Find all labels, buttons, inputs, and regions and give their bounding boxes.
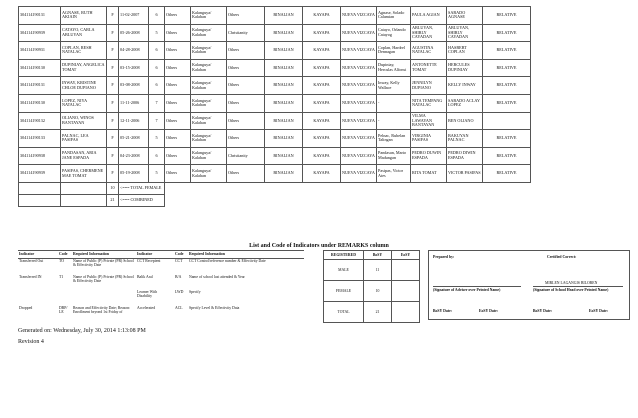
cell-mother: AGUSTINA NATALAC [411,42,447,60]
cell-age: 7 [149,94,165,112]
legend-cell [58,290,72,306]
legend-header-cell: Indicator [18,251,58,259]
cell-birthdate: 03-08-2008 [119,77,149,95]
revision-label: Revision 4 [18,339,44,345]
legend-cell: TO [59,259,64,263]
cell-province: NUEVA VIZCAYA [341,59,377,77]
cell-religion: Others [165,77,191,95]
cell-birthdate: 04-23-2008 [119,147,149,165]
cell-father: Pandasan, Mario Madungan [377,147,411,165]
head-signature-caption: (Signature of School Head over Printed Name) [533,288,609,292]
cell-father: Catayo, Orlando Catayog [377,24,411,42]
cell-lrn: 304114190131 [19,7,61,25]
legend-cell: Transferred IN [19,274,42,279]
cell-lrn: 304114190130 [19,59,61,77]
total-spacer [61,182,107,194]
legend-header-cell: Required Information [188,251,304,259]
cell-relationship: RELATIVE [483,165,531,183]
cell-mother: ABLUYAN, SHIRLY CAYADAN [411,24,447,42]
legend-cell: CCT [175,259,183,263]
cell-relationship: RELATIVE [483,59,531,77]
cell-mother-tongue: Kalanguya/ Kalahan [191,77,227,95]
cell-municipality: KAYAPA [303,42,341,60]
cell-name: LOPEZ, NIYA NATALAC [61,94,107,112]
cell-sex: F [107,7,119,25]
cell-relationship: RELATIVE [483,7,531,25]
cell-father: - [377,112,411,130]
cell-mother-tongue: Kalanguya/ Kalahan [191,165,227,183]
cell-relationship: RELATIVE [483,130,531,148]
cell-province: NUEVA VIZCAYA [341,130,377,148]
cell-name: OLIANO, WINOS BANTAYAN [61,112,107,130]
cell-mother: JENNILYN DUPIANO [411,77,447,95]
cell-sex: F [107,77,119,95]
legend-cell: Balik Aral [137,274,153,279]
cell-guardian: SABADO ACLAY LOPEZ [447,94,483,112]
cell-municipality: KAYAPA [303,112,341,130]
adviser-signature-caption: (Signature of Adviser over Printed Name) [433,288,501,292]
cell-lrn: 304114190132 [19,112,61,130]
generated-timestamp: Generated on: Wednesday, July 30, 2014 1:13:08 PM [18,328,146,334]
summary-eosy [392,260,420,281]
legend-cell: Name of school last attended & Year [189,274,245,279]
summary-row [324,260,420,281]
cell-age: 6 [149,147,165,165]
cell-mother: RITA TOMAT [411,165,447,183]
cell-ethnic: Christianity [227,147,265,165]
total-row [19,182,531,194]
legend-cell: B/A [175,274,182,279]
cell-age: 6 [149,42,165,60]
cell-age: 6 [149,77,165,95]
cell-birthdate: 05-21-2008 [119,130,149,148]
cell-guardian: KELLY INWAY [447,77,483,95]
cell-province: NUEVA VIZCAYA [341,77,377,95]
cell-guardian: BAKUYAN PALNAC [447,130,483,148]
adviser-bosy-date: BoSY Date: [433,309,452,313]
legend-header-cell: Code [174,251,188,259]
cell-barangay: BINALIAN [265,24,303,42]
cell-sex: F [107,42,119,60]
legend-header-row [18,251,304,259]
summary-header-cell: REGISTERED [324,251,364,260]
cell-ethnic: Others [227,42,265,60]
cell-name: DUPINIAY, ANGELICA TOMAT [61,59,107,77]
cell-birthdate: 12-11-2006 [119,112,149,130]
adviser-eosy-date: EoSY Date: [479,309,498,313]
cell-father: Coplan, Hardrel Dennagan [377,42,411,60]
cell-sex: F [107,165,119,183]
legend-cell [72,290,136,306]
total-label: <=== COMBINED [119,194,165,206]
cell-father: Agnase, Solado Calamian [377,7,411,25]
cell-mother-tongue: Kalanguya/ Kalahan [191,112,227,130]
cell-age: 6 [149,7,165,25]
cell-mother-tongue: Kalanguya/ Kalahan [191,130,227,148]
cell-father: Pelnac, Rubelan Talingan [377,130,411,148]
cell-barangay: BINALIAN [265,94,303,112]
school-head-name: MIRLEN LAGANGIS BILOREN [545,281,598,285]
cell-birthdate: 11-02-2007 [119,7,149,25]
cell-relationship [483,112,531,130]
cell-religion: Others [165,42,191,60]
legend-cell: Name of Public (P) Private (PR) School & Effectivity Date [73,259,134,268]
table-row [19,24,531,42]
cell-mother-tongue: Kalanguya/ Kalahan [191,24,227,42]
legend-header-cell: Indicator [136,251,174,259]
cell-father: Inway, Kelly Wallace [377,77,411,95]
cell-age: 7 [149,112,165,130]
cell-barangay: BINALIAN [265,112,303,130]
cell-ethnic: Others [227,77,265,95]
table-row [19,77,531,95]
legend-cell: Name of Public (P) Private (PR) School & Effectivity Date [73,274,134,283]
cell-province: NUEVA VIZCAYA [341,7,377,25]
cell-province: NUEVA VIZCAYA [341,112,377,130]
legend-cell [18,290,58,306]
cell-mother-tongue: Kalanguya/ Kalahan [191,94,227,112]
summary-header-cell: EoSY [392,251,420,260]
cell-guardian: HERCULES DUPINIAY [447,59,483,77]
legend-cell: T1 [59,274,64,279]
legend-cell: CCT Recepient [137,259,161,263]
cell-mother: PAULA AGIAN [411,7,447,25]
cell-age: 6 [149,59,165,77]
adviser-signature-line [433,286,521,287]
table-row [19,7,531,25]
cell-barangay: BINALIAN [265,7,303,25]
cell-lrn: 304114190938 [19,147,61,165]
cell-religion: Others [165,147,191,165]
cell-ethnic: Others [227,165,265,183]
cell-name: PANDASAN, ARIA JANE ESPADA [61,147,107,165]
cell-ethnic: Others [227,112,265,130]
summary-row [324,281,420,302]
cell-relationship: RELATIVE [483,24,531,42]
legend-cell: CCT Control/reference number & Effectivity Date [189,259,266,263]
cell-ethnic: Christianity [227,24,265,42]
cell-province: NUEVA VIZCAYA [341,165,377,183]
cell-mother-tongue: Kalanguya/ Kalahan [191,7,227,25]
cell-barangay: BINALIAN [265,59,303,77]
summary-bosy: 10 [364,281,392,302]
cell-sex: F [107,59,119,77]
cell-barangay: BINALIAN [265,165,303,183]
cell-lrn: 304114190131 [19,77,61,95]
cell-municipality: KAYAPA [303,77,341,95]
cell-ethnic: Others [227,94,265,112]
cell-sex: F [107,112,119,130]
cell-religion: Others [165,130,191,148]
cell-ethnic: Others [227,7,265,25]
cell-barangay: BINALIAN [265,42,303,60]
cell-lrn: 304114190130 [19,94,61,112]
legend-row [18,259,304,275]
cell-guardian: SABADO AGNASE [447,7,483,25]
head-signature-line [533,286,623,287]
legend-cell: ACL [175,305,183,310]
total-spacer [19,194,61,206]
cell-birthdate: 05-19-2008 [119,165,149,183]
cell-mother: ANTONETTE TOMAT [411,59,447,77]
legend-cell: Specify Level & Effectivity Data [189,305,240,310]
certified-correct-label: Certified Correct: [547,255,577,259]
legend-cell: Accelerated [137,305,156,310]
cell-relationship: RELATIVE [483,147,531,165]
cell-municipality: KAYAPA [303,59,341,77]
cell-ethnic: Others [227,130,265,148]
cell-municipality: KAYAPA [303,147,341,165]
total-count: 21 [107,194,119,206]
cell-religion: Others [165,59,191,77]
cell-province: NUEVA VIZCAYA [341,42,377,60]
summary-label: FEMALE [324,281,364,302]
cell-sex: F [107,94,119,112]
summary-eosy [392,302,420,323]
cell-guardian: ABLUYAN, SHIRLY CAYADAN [447,24,483,42]
head-bosy-date: BoSY Date: [533,309,552,313]
summary-header-row [324,251,420,260]
legend-cell: Learner With Disability [137,290,158,299]
legend-row [18,275,304,291]
cell-guardian: BEN OLIANO [447,112,483,130]
legend-cell: Transferred Out [19,259,44,263]
cell-birthdate: 11-11-2006 [119,94,149,112]
cell-mother: NITA TEMPANG NATALAC [411,94,447,112]
cell-father: Pasipas, Victor Ates [377,165,411,183]
table-row [19,130,531,148]
table-row [19,147,531,165]
cell-religion: Others [165,7,191,25]
cell-name: INWAY, KRISTINE CHLOE DUPIANO [61,77,107,95]
cell-relationship: RELATIVE [483,77,531,95]
cell-lrn: 304114190939 [19,165,61,183]
cell-barangay: BINALIAN [265,77,303,95]
cell-province: NUEVA VIZCAYA [341,147,377,165]
cell-lrn: 304114190133 [19,130,61,148]
summary-bosy: 11 [364,260,392,281]
cell-municipality: KAYAPA [303,24,341,42]
certification-block [428,250,630,320]
cell-birthdate: 03-15-2008 [119,59,149,77]
cell-father: Dupiniay, Herculas Alfonsi [377,59,411,77]
total-spacer [61,194,107,206]
cell-name: PALNAC, LEA PASIFAS [61,130,107,148]
cell-mother: PEDRO DUWIN ESPADA [411,147,447,165]
indicator-list-title: List and Code of Indicators under REMARKS column [249,243,389,249]
summary-row [324,302,420,323]
cell-age: 5 [149,165,165,183]
cell-religion: Others [165,24,191,42]
cell-birthdate: 04-28-2008 [119,42,149,60]
cell-municipality: KAYAPA [303,130,341,148]
cell-ethnic: Others [227,59,265,77]
cell-sex: F [107,130,119,148]
summary-eosy [392,281,420,302]
cell-mother-tongue: Kalanguya/ Kalahan [191,59,227,77]
legend-cell: LWD [175,290,184,294]
cell-guardian: PEDRO DIWIN ESPADA [447,147,483,165]
legend-row [18,290,304,306]
cell-relationship: RELATIVE [483,42,531,60]
cell-municipality: KAYAPA [303,7,341,25]
legend-cell: Specify [189,290,201,294]
cell-barangay: BINALIAN [265,130,303,148]
total-label: <=== TOTAL FEMALE [119,182,165,194]
cell-relationship: RELATIVE [483,94,531,112]
cell-name: AGNASE, RUTH AKIAIN [61,7,107,25]
total-spacer [19,182,61,194]
legend-cell: Reason and Effectivity Date; Reason: Enrollment beyond 1st Friday of [73,305,131,314]
cell-guardian: VICTOR PASIFAS [447,165,483,183]
cell-religion: Others [165,94,191,112]
legend-cell: DRP/ LE [59,305,68,314]
total-count: 10 [107,182,119,194]
summary-bosy: 21 [364,302,392,323]
total-row [19,194,531,206]
table-row [19,165,531,183]
cell-lrn: 304114190931 [19,42,61,60]
head-eosy-date: EoSY Date: [589,309,608,313]
cell-mother: VIRGINIA PASIFAS [411,130,447,148]
cell-province: NUEVA VIZCAYA [341,24,377,42]
legend-cell: Dropped [19,305,33,310]
cell-guardian: HASBERT COPLAN [447,42,483,60]
cell-religion: Others [165,112,191,130]
cell-father: - [377,94,411,112]
cell-name: PASIFAS, CHERMENE MAE TOMAT [61,165,107,183]
enrollment-summary-table [323,250,420,323]
table-row [19,42,531,60]
cell-province: NUEVA VIZCAYA [341,94,377,112]
summary-label: TOTAL [324,302,364,323]
cell-municipality: KAYAPA [303,165,341,183]
prepared-by-label: Prepared by: [433,255,455,259]
legend-header-cell: Required Information [72,251,136,259]
table-row [19,94,531,112]
cell-name: CATAYO, CARLA ABLUYAN [61,24,107,42]
cell-municipality: KAYAPA [303,94,341,112]
learner-table [18,6,531,207]
legend-row [18,306,304,322]
cell-barangay: BINALIAN [265,147,303,165]
cell-name: COPLAN, RESH NATALAC [61,42,107,60]
cell-age: 5 [149,24,165,42]
cell-religion: Others [165,165,191,183]
summary-header-cell: BoSY [364,251,392,260]
cell-lrn: 304114190939 [19,24,61,42]
cell-mother: VILMA LAWAYAN BANTAYAN [411,112,447,130]
cell-mother-tongue: Kalanguya/ Kalahan [191,147,227,165]
cell-age: 5 [149,130,165,148]
cell-sex: F [107,147,119,165]
cell-mother-tongue: Kalanguya/ Kalahan [191,42,227,60]
table-row [19,112,531,130]
indicator-legend-table [18,250,304,321]
summary-label: MALE [324,260,364,281]
table-row [19,59,531,77]
cell-sex: F [107,24,119,42]
legend-header-cell: Code [58,251,72,259]
cell-birthdate: 05-26-2008 [119,24,149,42]
